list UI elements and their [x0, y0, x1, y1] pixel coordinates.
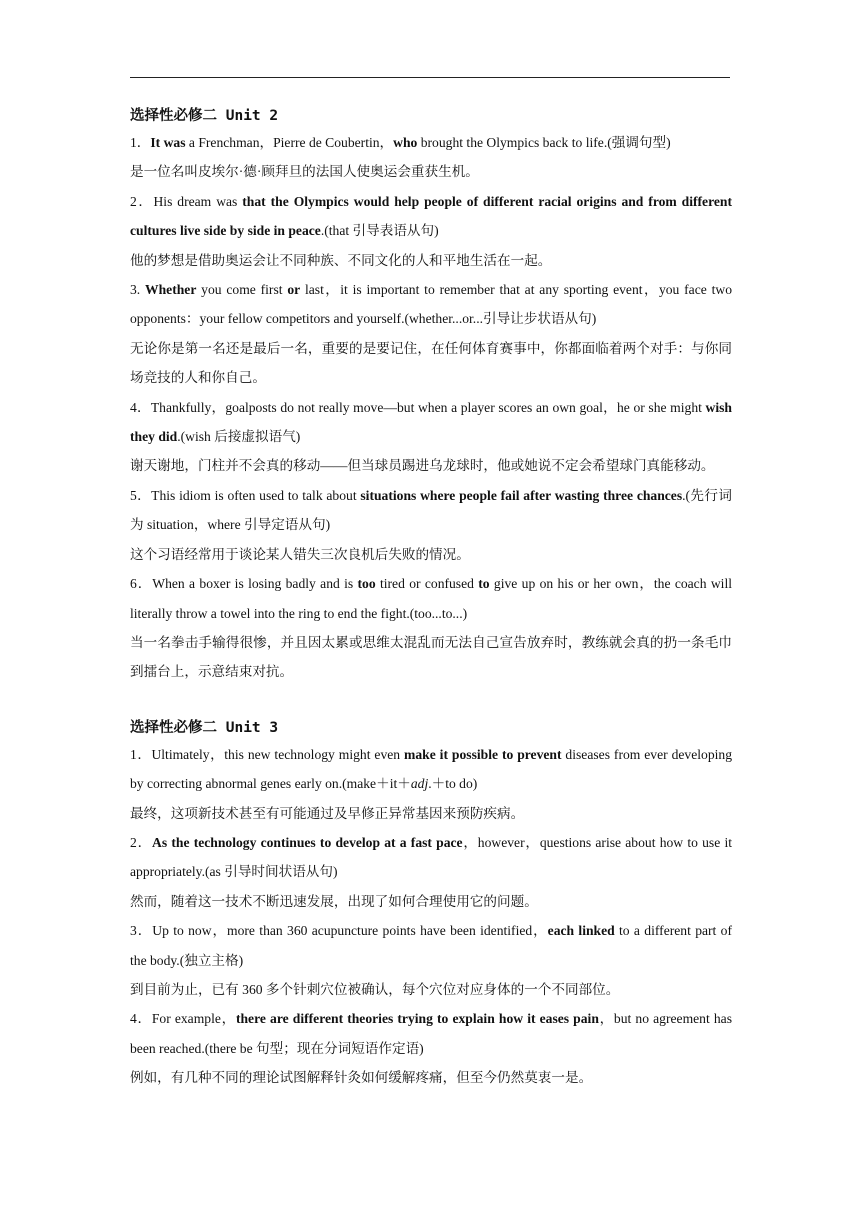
text-run: a Frenchman，Pierre de Coubertin，: [185, 135, 394, 150]
chinese-translation: 最终，这项新技术甚至有可能通过及早修正异常基因来预防疾病。: [130, 805, 525, 821]
chinese-translation: 例如，有几种不同的理论试图解释针灸如何缓解疼痛，但至今仍然莫衷一是。: [130, 1070, 593, 1086]
header-rule: [130, 77, 730, 78]
english-sentence: [130, 187, 732, 246]
text-run: ，however，questions arise about how to use it appropriately.(as 引导时间状语从句): [130, 834, 732, 880]
chinese-translation: 谢天谢地，门柱并不会真的移动——但当球员踢进乌龙球时，他或她说不定会希望球门真能移动。: [130, 458, 715, 474]
text-run: 6．When a boxer is losing badly and is: [130, 576, 358, 592]
document-body: [130, 104, 732, 1093]
text-run: 3.: [130, 282, 146, 298]
emphasis-bold: or: [287, 282, 301, 298]
emphasis-italic: adj: [410, 776, 429, 792]
emphasis-bold: that the Olympics would help people of different racial origins and from different cultures live side by side in peace: [130, 193, 733, 239]
text-run: give up on his or her own，the coach will literally throw a towel into the ring to end the fight.(too...to...): [130, 576, 732, 621]
sentence-item: [130, 569, 732, 687]
section-heading: 选择性必修二 Unit 3: [130, 719, 279, 736]
text-run: 4．For example，: [130, 1011, 236, 1027]
sentence-item: [130, 481, 732, 569]
text-run: last，it is important to remember that at any sporting event，you face two opponents：your fellow competitors and yourself.(whether...or...引导让步状语从句): [130, 282, 732, 327]
sentence-item: [130, 275, 732, 393]
english-sentence: [130, 569, 732, 628]
text-run: to a different part of the body.(独立主格): [130, 923, 732, 968]
english-sentence: [130, 275, 732, 334]
sentence-item: [130, 916, 732, 1004]
emphasis-bold: situations where people fail after wasting three chances: [360, 487, 683, 503]
text-run: you come first: [196, 282, 288, 298]
sentence-item: [130, 740, 732, 828]
emphasis-bold: make it possible to prevent: [404, 746, 562, 762]
emphasis-bold: wish they did: [130, 399, 732, 445]
text-run: ，but no agreement has been reached.(there be 句型；现在分词短语作定语): [130, 1011, 733, 1056]
text-run: brought the Olympics back to life.(强调句型): [417, 135, 671, 150]
emphasis-bold: Whether: [145, 282, 197, 298]
section-unit-3: [130, 716, 732, 1093]
chinese-translation: 当一名拳击手输得很惨，并且因太累或思维太混乱而无法自己宣告放弃时，教练就会真的扔一条毛巾到擂台上，示意结束对抗。: [130, 634, 732, 680]
chinese-translation: 是一位名叫皮埃尔·德·顾拜旦的法国人使奥运会重获生机。: [130, 164, 479, 180]
text-run: 4．Thankfully，goalposts do not really move—but when a player scores an own goal，he or she might: [130, 399, 706, 415]
text-run: 1．Ultimately，this new technology might even: [130, 746, 405, 762]
chinese-translation: 他的梦想是借助奥运会让不同种族、不同文化的人和平地生活在一起。: [130, 252, 552, 268]
sentence-item: [130, 393, 732, 481]
text-run: .(that 引导表语从句): [320, 223, 439, 239]
emphasis-bold: who: [393, 135, 418, 150]
emphasis-bold: too: [357, 576, 376, 592]
text-run: 3．Up to now，more than 360 acupuncture points have been identified，: [130, 923, 548, 939]
emphasis-bold: It was: [150, 135, 186, 150]
emphasis-bold: to: [478, 576, 490, 592]
english-sentence: [130, 481, 732, 540]
text-run: .(先行词为 situation，where 引导定语从句): [130, 487, 732, 533]
sentence-item: [130, 128, 732, 187]
section-unit-2: [130, 104, 732, 687]
chinese-translation: 无论你是第一名还是最后一名，重要的是要记住，在任何体育赛事中，你都面临着两个对手：与你同场竞技的人和你自己。: [130, 340, 732, 386]
chinese-translation: 到目前为止，已有 360 多个针刺穴位被确认，每个穴位对应身体的一个不同部位。: [130, 981, 620, 997]
text-run: .＋to do): [428, 776, 478, 792]
chinese-translation: 这个习语经常用于谈论某人错失三次良机后失败的情况。: [130, 546, 470, 562]
text-run: 2．: [130, 834, 153, 850]
english-sentence: [130, 916, 732, 975]
text-run: .(wish 后接虚拟语气): [177, 429, 301, 445]
english-sentence: [130, 828, 732, 887]
emphasis-bold: there are different theories trying to explain how it eases pain: [235, 1011, 599, 1027]
text-run: diseases from ever developing by correcting abnormal genes early on.(make＋it＋: [130, 746, 733, 792]
sentence-item: [130, 828, 732, 916]
english-sentence: [130, 1004, 732, 1063]
english-sentence: [130, 128, 732, 157]
text-run: 1．: [130, 135, 151, 150]
text-run: 2．His dream was: [130, 193, 243, 209]
sentence-item: [130, 187, 732, 275]
english-sentence: [130, 393, 732, 452]
emphasis-bold: As the technology continues to develop at a fast pace: [152, 834, 463, 850]
text-run: tired or confused: [375, 576, 479, 592]
chinese-translation: 然而，随着这一技术不断迅速发展，出现了如何合理使用它的问题。: [130, 893, 538, 909]
section-heading: 选择性必修二 Unit 2: [130, 108, 279, 124]
english-sentence: [130, 740, 732, 799]
emphasis-bold: each linked: [547, 923, 615, 939]
text-run: 5．This idiom is often used to talk about: [130, 487, 361, 503]
sentence-item: [130, 1004, 732, 1092]
